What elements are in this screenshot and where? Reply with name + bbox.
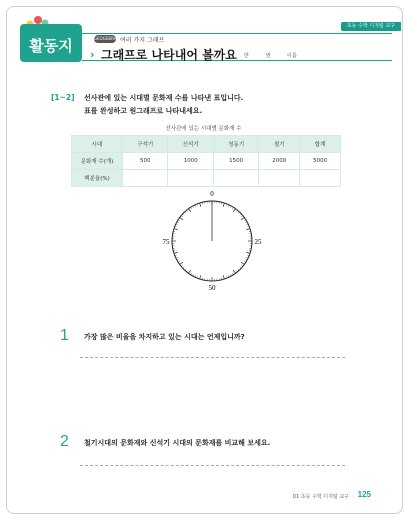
circle-graph-tick [223, 203, 224, 207]
circle-graph-tick [246, 229, 250, 230]
question-2-number: 2 [60, 433, 69, 450]
circle-graph-tick [246, 252, 250, 253]
circle-graph-tick [241, 217, 244, 219]
answer-line-1[interactable] [80, 357, 345, 358]
question-1-text: 가장 많은 비율을 차지하고 있는 시대는 언제입니까? [84, 333, 245, 341]
scale-label-right: 25 [254, 238, 262, 246]
answer-line-2[interactable] [80, 465, 345, 466]
table-header-cell: 구석기 [123, 136, 168, 153]
data-table [71, 135, 341, 187]
activity-sheet-badge: 활동지 [20, 24, 82, 62]
circle-graph-tick [200, 203, 201, 207]
footer-text: 01 초등 수학 디지털 교구 [292, 494, 349, 500]
table-header-cell: 시대 [72, 136, 123, 153]
chevron-right-icon: › [90, 48, 95, 61]
circle-graph-tick [241, 262, 244, 264]
table-cell: 5000 [300, 153, 341, 170]
name-field-label: 이름 [287, 53, 297, 59]
scale-label-top: 0 [210, 190, 214, 198]
circle-graph-tick [180, 217, 183, 219]
instruction-line-1: 선사관에 있는 시대별 문화재 수를 나타낸 표입니다. [84, 94, 244, 102]
table-row [72, 170, 341, 187]
circle-graph-tick [174, 252, 178, 253]
percent-input-cell[interactable] [300, 170, 341, 187]
circle-graph-tick [188, 209, 190, 212]
percent-input-cell[interactable] [213, 170, 258, 187]
software-chip: GEOGEBRA [94, 36, 117, 41]
table-header-cell: 신석기 [168, 136, 213, 153]
table-cell: 1500 [213, 153, 258, 170]
circle-graph-tick [174, 229, 178, 230]
percent-input-cell[interactable] [123, 170, 168, 187]
unit-title: 여러 가지 그래프 [120, 37, 165, 44]
table-header-cell: 철기 [259, 136, 300, 153]
table-row [72, 153, 341, 170]
circle-graph-tick [200, 275, 201, 279]
scale-label-bottom: 50 [208, 284, 216, 291]
circle-graph-tick [223, 275, 224, 279]
percent-input-cell[interactable] [168, 170, 213, 187]
percent-input-cell[interactable] [259, 170, 300, 187]
class-field-label: 반 [244, 53, 249, 59]
circle-graph-tick [188, 270, 190, 273]
number-field-label: 번 [266, 53, 271, 59]
table-header-cell: 합계 [300, 136, 341, 153]
table-header-row [72, 136, 341, 153]
circle-graph-tick [233, 209, 235, 212]
question-2-text: 철기시대의 문화재와 신석기 시대의 문화재를 비교해 보세요. [84, 439, 271, 447]
page-title: 그래프로 나타내어 볼까요 [101, 48, 237, 62]
table-cell: 2000 [259, 153, 300, 170]
question-range: [1~2] [51, 93, 75, 102]
instruction-line-2: 표를 완성하고 원그래프로 나타내세요. [84, 107, 203, 115]
table-row-header: 문화재 수(개) [72, 153, 123, 170]
circle-graph-template[interactable] [162, 187, 262, 291]
top-tag: 초등 수학 디지털 교구 [341, 22, 401, 31]
scale-label-left: 75 [162, 238, 170, 246]
table-cell: 1000 [168, 153, 213, 170]
circle-graph-tick [180, 262, 183, 264]
table-row-header: 백분율(%) [72, 170, 123, 187]
table-title: 선사관에 있는 시대별 문화재 수 [165, 126, 242, 132]
table-cell: 500 [123, 153, 168, 170]
table-header-cell: 청동기 [213, 136, 258, 153]
question-1-number: 1 [60, 327, 69, 344]
page-number: 125 [357, 490, 371, 499]
circle-graph-tick [233, 270, 235, 273]
